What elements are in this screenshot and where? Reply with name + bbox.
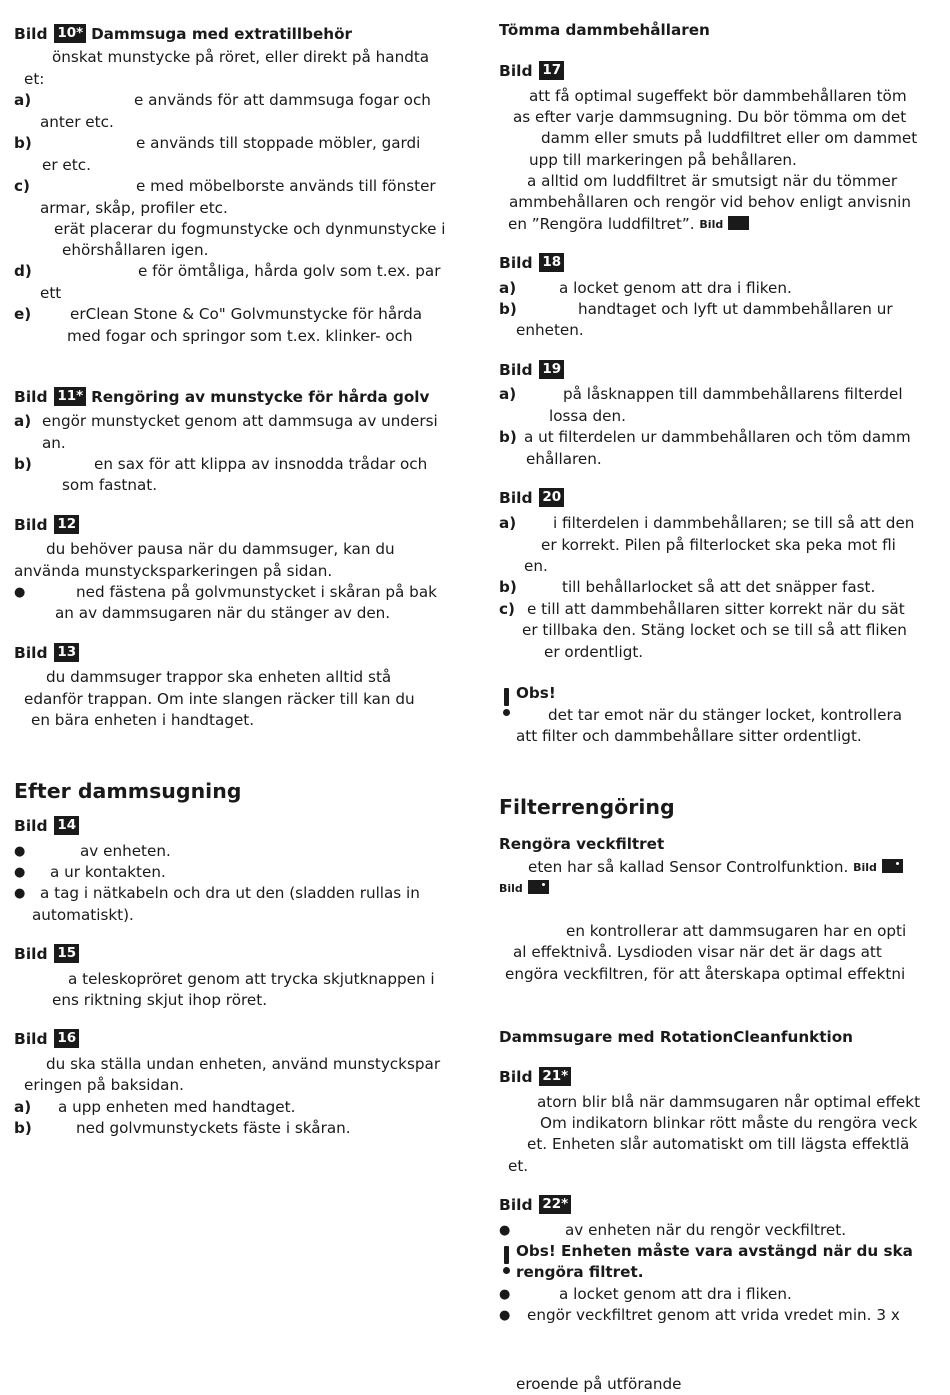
list-item-text: an. [42,434,66,452]
list-item-text: av enheten. [80,842,171,860]
list-item-text: a locket genom att dra i fliken. [559,279,792,297]
figure-badge: 17 [539,61,564,80]
section-21-header [499,1067,571,1088]
body-text: edanför trappan. Om inte slangen räcker till kan du [24,690,415,708]
body-text: et. Enheten slår automatiskt om till lägsta effektlä [527,1135,910,1153]
body-text: eten har så kallad Sensor Controlfunktion. [528,858,849,876]
section-13-header [14,643,79,664]
figure-badge: 21* [539,1067,571,1086]
chapter-heading: Efter dammsugning [14,779,242,803]
figure-badge: 10* [54,24,86,43]
body-text: erät placerar du fogmunstycke och dynmunstycke i [54,220,446,238]
bild-label: Bild [499,361,533,379]
bild-label: Bild [14,644,48,662]
section-title: Rengöring av munstycke för hårda golv [91,388,430,406]
list-item-text: lossa den. [549,407,626,425]
list-item-text: e med möbelborste används till fönster [136,177,436,195]
section-16-header [14,1029,79,1050]
section-20-header [499,488,564,509]
subsection-title: Dammsugare med RotationCleanfunktion [499,1028,853,1046]
body-text-with-ref [528,857,903,878]
warning-icon [502,1246,510,1274]
list-label-d: d) [14,262,32,280]
list-label-e: e) [14,305,32,323]
bild-label: Bild [14,388,48,406]
section-22-header [499,1195,571,1216]
section-10-header [14,24,352,45]
list-item-text: erClean Stone & Co" Golvmunstycke för hårda [70,305,423,323]
figure-badge: 18 [539,253,564,272]
figure-ref-icon [882,859,903,873]
body-text-with-ref [508,214,749,235]
warning-icon [502,688,510,716]
list-label-b: b) [499,578,517,596]
body-text: en ”Rengöra luddfiltret”. [508,215,695,233]
figure-badge: 20 [539,488,564,507]
bild-label: Bild [14,516,48,534]
body-text: Om indikatorn blinkar rött måste du rengöra veck [540,1114,918,1132]
body-text: en bära enheten i handtaget. [31,711,255,729]
bild-label: Bild [14,817,48,835]
body-text: al effektnivå. Lysdioden visar när det är dags att [513,943,882,961]
body-text: a teleskopröret genom att trycka skjutknappen i [68,970,435,988]
list-item-text: er korrekt. Pilen på filterlocket ska peka mot fli [541,536,896,554]
list-item-text: ned fästena på golvmunstycket i skåran på bak [76,583,437,601]
section-title: Dammsuga med extratillbehör [91,25,352,43]
bild-label: Bild [499,1196,533,1214]
body-text: att få optimal sugeffekt bör dammbehållaren töm [529,87,907,105]
body-text: du behöver pausa när du dammsuger, kan du [46,540,395,558]
bild-label: Bild [14,25,48,43]
bullet-icon: ● [499,1287,511,1302]
figure-badge: 12 [54,515,79,534]
bullet-icon: ● [14,585,26,600]
body-ref [499,878,549,899]
list-item-text: i filterdelen i dammbehållaren; se till så att den [553,514,915,532]
section-11-header [14,387,429,408]
figure-badge: 22* [539,1195,571,1214]
section-19-header [499,360,564,381]
bullet-icon: ● [499,1223,511,1238]
body-text: ens riktning skjut ihop röret. [52,991,268,1009]
bullet-icon: ● [14,886,26,901]
list-label-c: c) [14,177,30,195]
body-text: du dammsuger trappor ska enheten alltid stå [46,668,392,686]
section-18-header [499,253,564,274]
figure-ref-icon [728,216,749,230]
list-item-text: engör munstycket genom att dammsuga av undersi [42,412,438,430]
bild-label: Bild [499,1068,533,1086]
body-text: atorn blir blå när dammsugaren når optimal effekt [537,1093,921,1111]
list-item-text: enheten. [516,321,584,339]
footnote-text: eroende på utförande [516,1375,682,1393]
bild-ref-label: Bild [499,882,523,895]
list-item-text: an av dammsugaren när du stänger av den. [55,604,391,622]
subsection-title: Rengöra veckfiltret [499,835,665,853]
figure-ref-icon [528,880,549,894]
section-15-header [14,944,79,965]
list-label-a: a) [499,514,517,532]
body-text: damm eller smuts på luddfiltret eller om dammet [541,129,918,147]
list-item-text: e används till stoppade möbler, gardi [136,134,421,152]
list-item-text: av enheten när du rengör veckfiltret. [565,1221,847,1239]
list-item-text: som fastnat. [62,476,158,494]
bild-ref-label: Bild [853,861,877,874]
list-item-text: a tag i nätkabeln och dra ut den (sladden rullas in [40,884,420,902]
section-14-header [14,816,79,837]
list-item-text: e för ömtåliga, hårda golv som t.ex. par [138,262,441,280]
list-item-text: a upp enheten med handtaget. [58,1098,296,1116]
body-text: använda munstycksparkeringen på sidan. [14,562,333,580]
list-item-text: handtaget och lyft ut dammbehållaren ur [578,300,893,318]
figure-badge: 14 [54,816,79,835]
body-text: ammbehållaren och rengör vid behov enligt anvisnin [509,193,911,211]
notice-text: rengöra filtret. [516,1263,644,1281]
body-text: du ska ställa undan enheten, använd munstyckspar [46,1055,441,1073]
list-item-text: med fogar och springor som t.ex. klinker- och [67,327,413,345]
section-17-header [499,61,564,82]
figure-badge: 11* [54,387,86,406]
list-label-b: b) [14,134,32,152]
list-item-text: a ut filterdelen ur dammbehållaren och töm damm [524,428,911,446]
list-label-a: a) [14,91,32,109]
body-text: a alltid om luddfiltret är smutsigt när du tömmer [527,172,898,190]
list-item-text: e används för att dammsuga fogar och [134,91,431,109]
list-label-c: c) [499,600,515,618]
body-text: önskat munstycke på röret, eller direkt på handta [52,48,430,66]
bild-ref-label: Bild [699,218,724,231]
figure-badge: 19 [539,360,564,379]
body-text: et: [24,70,45,88]
list-item-text: a locket genom att dra i fliken. [559,1285,792,1303]
list-item-text: er etc. [42,156,91,174]
list-item-text: ned golvmunstyckets fäste i skåran. [76,1119,351,1137]
bild-label: Bild [14,1030,48,1048]
list-item-text: en. [524,557,548,575]
bullet-icon: ● [499,1308,511,1323]
list-label-a: a) [499,385,517,403]
list-item-text: automatiskt). [32,906,134,924]
body-text: ehörshållaren igen. [62,241,209,259]
body-text: as efter varje dammsugning. Du bör tömma om det [513,108,907,126]
list-item-text: e till att dammbehållaren sitter korrekt när du sät [527,600,905,618]
list-item-text: ett [40,284,62,302]
body-text: engöra veckfiltren, för att återskapa optimal effektni [505,965,906,983]
notice-text: att filter och dammbehållare sitter ordentligt. [516,727,862,745]
list-item-text: armar, skåp, profiler etc. [40,199,228,217]
body-text: et. [508,1157,529,1175]
list-item-text: ehållaren. [526,450,602,468]
list-item-text: anter etc. [40,113,114,131]
section-title: Tömma dammbehållaren [499,21,710,39]
list-item-text: engör veckfiltret genom att vrida vredet min. 3 x [527,1306,900,1324]
list-label-b: b) [14,455,32,473]
list-item-text: er tillbaka den. Stäng locket och se till så att fliken [522,621,907,639]
bild-label: Bild [499,62,533,80]
bild-label: Bild [499,254,533,272]
body-text: eringen på baksidan. [24,1076,184,1094]
bild-label: Bild [14,945,48,963]
body-text: upp till markeringen på behållaren. [529,151,797,169]
chapter-heading: Filterrengöring [499,795,675,819]
body-text: en kontrollerar att dammsugaren har en opti [566,922,907,940]
figure-badge: 16 [54,1029,79,1048]
list-item-text: på låsknappen till dammbehållarens filterdel [563,385,903,403]
bild-label: Bild [499,489,533,507]
list-label-a: a) [499,279,517,297]
list-item-text: till behållarlocket så att det snäpper fast. [562,578,876,596]
figure-badge: 13 [54,643,79,662]
notice-text: det tar emot när du stänger locket, kontrollera [548,706,902,724]
list-label-a: a) [14,1098,32,1116]
list-label-b: b) [14,1119,32,1137]
figure-badge: 15 [54,944,79,963]
list-label-b: b) [499,300,517,318]
bullet-icon: ● [14,844,26,859]
list-label-a: a) [14,412,32,430]
notice-text: Obs! Enheten måste vara avstängd när du ska [516,1242,913,1260]
notice-title: Obs! [516,684,556,702]
bullet-icon: ● [14,865,26,880]
section-12-header [14,515,79,536]
list-item-text: er ordentligt. [544,643,644,661]
list-item-text: a ur kontakten. [50,863,166,881]
list-label-b: b) [499,428,517,446]
list-item-text: en sax för att klippa av insnodda trådar och [94,455,428,473]
